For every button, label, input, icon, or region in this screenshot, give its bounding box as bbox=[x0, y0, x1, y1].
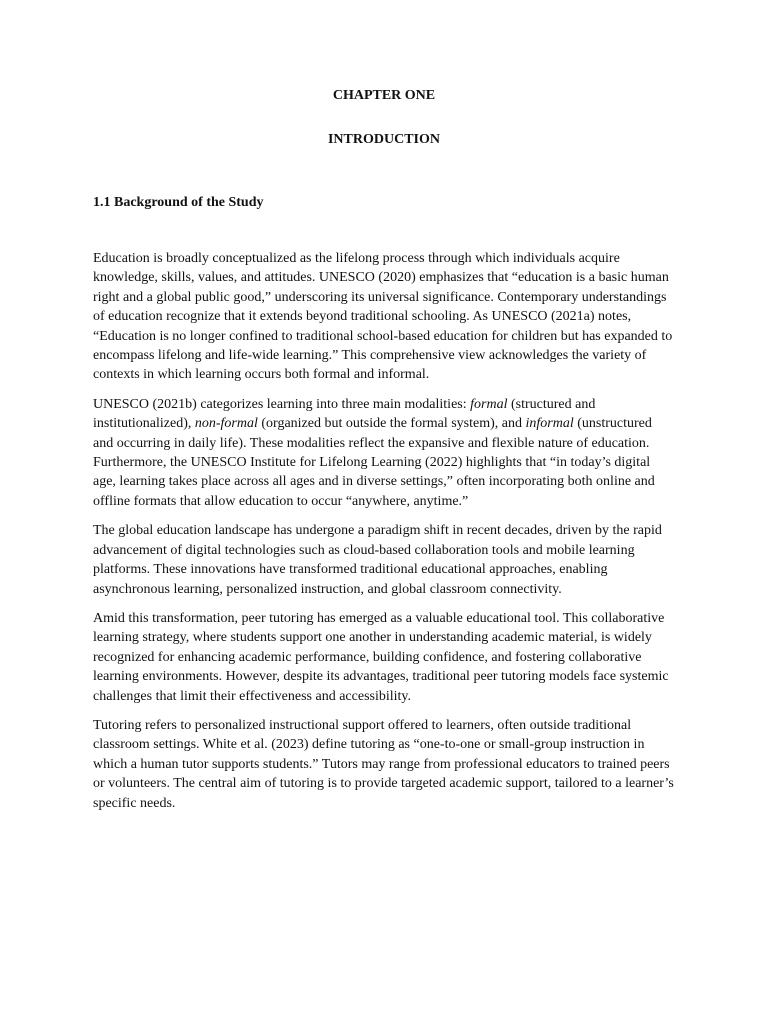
section-heading: 1.1 Background of the Study bbox=[93, 195, 264, 210]
paragraph-2-text-a: UNESCO (2021b) categorizes learning into three main modalities: bbox=[93, 396, 471, 412]
body-text bbox=[93, 249, 675, 823]
paragraph-2-text-b: (structured and institutionalized), bbox=[93, 396, 596, 432]
term-non-formal: non-formal bbox=[194, 416, 258, 432]
paragraph-4: Amid this transformation, peer tutoring has emerged as a valuable educational tool. This collaborative learning strategy, where students support one another in understanding academic material, is widely recognized for enhancing academic performance, building confidence, and fostering collaborative learning environments. However, despite its advantages, traditional peer tutoring models face systemic challenges that limit their effectiveness and accessibility. bbox=[93, 610, 669, 704]
term-informal: informal bbox=[525, 416, 574, 432]
paragraph-1: Education is broadly conceptualized as the lifelong process through which individuals acquire knowledge, skills, values, and attitudes. UNESCO (2020) emphasizes that “education is a basic human right and a global public good,” underscoring its universal significance. Contemporary understandings of education recognize that it extends beyond traditional schooling. As UNESCO (2021a) notes, “Education is no longer confined to traditional school-based education for children but has expanded to encompass lifelong and life-wide learning.” This comprehensive view acknowledges the variety of contexts in which learning occurs both formal and informal. bbox=[93, 251, 673, 383]
paragraph-2-text-d: (unstructured and occurring in daily life). These modalities reflect the expansive and flexible nature of education. Furthermore, the UNESCO Institute for Lifelong Learning (2022) highlights that “in today’s digital age, learning takes place across all ages and in diverse settings,” often incorporating both online and offline formats that allow education to occur “anywhere, anytime.” bbox=[93, 416, 655, 509]
paragraph-2 bbox=[93, 395, 675, 511]
term-formal: formal bbox=[470, 396, 508, 412]
chapter-title: INTRODUCTION bbox=[327, 132, 440, 147]
paragraph-5: Tutoring refers to personalized instructional support offered to learners, often outside traditional classroom settings. White et al. (2023) define tutoring as “one-to-one or small-group instruction in which a human tutor supports students.” Tutors may range from professional educators to trained peers or volunteers. The central aim of tutoring is to provide targeted academic support, tailored to a learner’s specific needs. bbox=[93, 717, 674, 811]
paragraph-3: The global education landscape has undergone a paradigm shift in recent decades, driven by the rapid advancement of digital technologies such as cloud-based collaboration tools and mobile learning platforms. These innovations have transformed traditional educational approaches, enabling asynchronous learning, personalized instruction, and global classroom connectivity. bbox=[93, 523, 662, 597]
paragraph-2-text-c: (organized but outside the formal system), and bbox=[257, 416, 526, 432]
chapter-label: CHAPTER ONE bbox=[332, 88, 436, 103]
